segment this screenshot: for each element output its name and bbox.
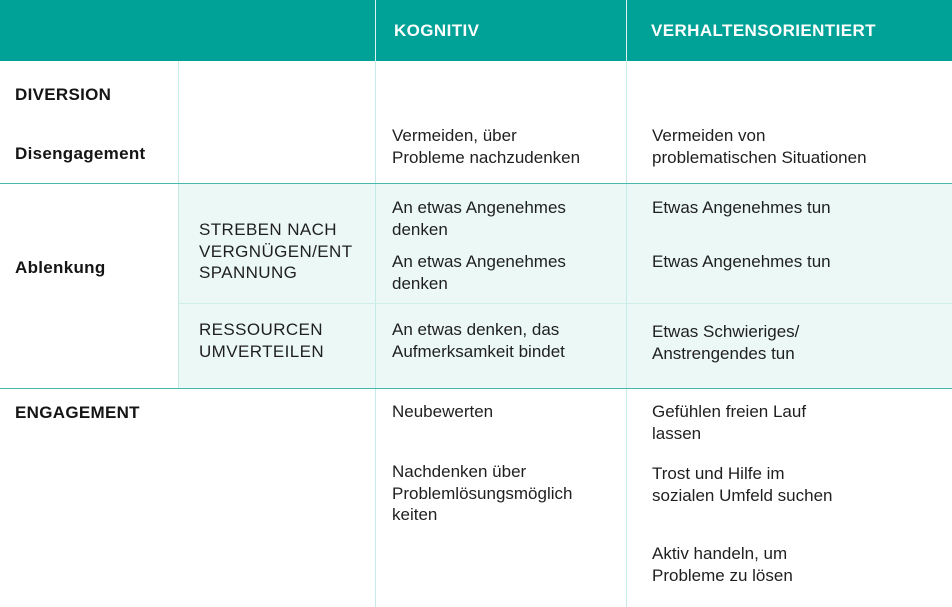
subrow-divider [179, 303, 952, 304]
grid-line [178, 61, 179, 388]
cell-vergnuegen-kognitiv-2: An etwas Angenehmes denken [392, 252, 566, 293]
cell-ressourcen-kognitiv: An etwas denken, das Aufmerksamkeit bindet [392, 320, 565, 361]
cell-engagement-verhalten-3: Aktiv handeln, um Probleme zu lösen [652, 544, 793, 585]
subrow-label-vergnuegen: STREBEN NACH VERGNÜGEN/ENT SPANNUNG [199, 220, 353, 282]
cell-engagement-verhalten-1: Gefühlen freien Lauf lassen [652, 402, 807, 443]
header-divider [375, 0, 376, 61]
grid-line [626, 61, 627, 607]
column-header-kognitiv: KOGNITIV [394, 21, 480, 40]
cell-engagement-kognitiv-2: Nachdenken über Problemlösungsmöglich keiten [392, 462, 573, 524]
cell-vergnuegen-verhalten-1: Etwas Angenehmes tun [652, 198, 831, 217]
row-label-disengagement: Disengagement [15, 144, 146, 163]
row-label-diversion: DIVERSION [15, 85, 112, 104]
subrow-label-ressourcen: RESSOURCEN UMVERTEILEN [199, 320, 325, 361]
row-divider [0, 388, 952, 389]
cell-engagement-verhalten-2: Trost und Hilfe im sozialen Umfeld suchen [652, 464, 833, 505]
grid-line [375, 61, 376, 607]
cell-engagement-kognitiv-1: Neubewerten [392, 402, 494, 421]
cell-disengagement-kognitiv: Vermeiden, über Probleme nachzudenken [392, 126, 581, 167]
column-header-verhaltensorientiert: VERHALTENSORIENTIERT [651, 21, 876, 40]
cell-disengagement-verhalten: Vermeiden von problematischen Situationen [652, 126, 867, 167]
row-label-ablenkung: Ablenkung [15, 258, 106, 277]
cell-vergnuegen-kognitiv-1: An etwas Angenehmes denken [392, 198, 566, 239]
row-divider [0, 183, 952, 184]
row-label-engagement: ENGAGEMENT [15, 403, 140, 422]
cell-vergnuegen-verhalten-2: Etwas Angenehmes tun [652, 252, 831, 271]
cell-ressourcen-verhalten: Etwas Schwieriges/ Anstrengendes tun [652, 322, 800, 363]
header-divider [626, 0, 627, 61]
